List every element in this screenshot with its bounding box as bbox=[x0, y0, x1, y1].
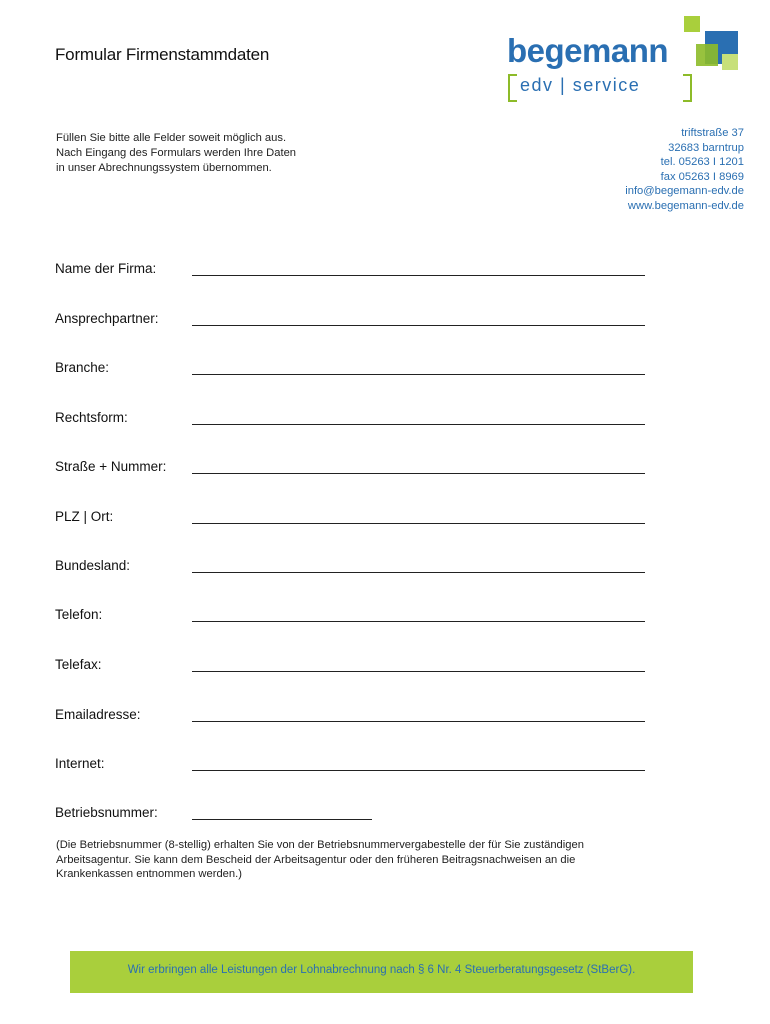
street-input-line[interactable] bbox=[192, 473, 645, 474]
intro-line: Nach Eingang des Formulars werden Ihre Daten bbox=[56, 147, 297, 159]
legal-form-input-line[interactable] bbox=[192, 424, 645, 425]
intro-line: in unser Abrechnungssystem übernommen. bbox=[56, 162, 272, 174]
field-label: Ansprechpartner: bbox=[55, 311, 159, 326]
internet-input-line[interactable] bbox=[192, 770, 645, 771]
logo-subline-text: edv | service bbox=[520, 75, 641, 95]
form-title: Formular Firmenstammdaten bbox=[55, 45, 270, 64]
logo-square bbox=[722, 54, 738, 70]
note-line: Krankenkassen entnommen werden.) bbox=[56, 868, 242, 880]
field-label: Emailadresse: bbox=[55, 707, 141, 722]
company-name-input-line[interactable] bbox=[192, 275, 645, 276]
industry-input-line[interactable] bbox=[192, 374, 645, 375]
address-street: triftstraße 37 bbox=[681, 127, 744, 139]
phone-input-line[interactable] bbox=[192, 621, 645, 622]
field-state bbox=[55, 551, 655, 573]
field-street bbox=[55, 452, 655, 474]
field-label: Telefax: bbox=[55, 657, 102, 672]
field-fax bbox=[55, 650, 655, 672]
company-logo bbox=[500, 14, 750, 106]
note-line: Arbeitsagentur. Sie kann dem Bescheid der Arbeitsagentur oder den früheren Beitragsnachweisen an die bbox=[56, 853, 576, 866]
field-label: Telefon: bbox=[55, 607, 103, 622]
logo-square bbox=[684, 16, 700, 32]
field-label: Bundesland: bbox=[55, 558, 131, 573]
logo-subline bbox=[508, 74, 692, 100]
address-phone: tel. 05263 I 1201 bbox=[660, 156, 744, 168]
field-label: Branche: bbox=[55, 360, 110, 375]
intro-text bbox=[56, 131, 296, 176]
email-input-line[interactable] bbox=[192, 721, 645, 722]
logo-wordmark: begemann bbox=[507, 32, 669, 69]
field-company-number bbox=[55, 798, 655, 820]
address-website: www.begemann-edv.de bbox=[627, 199, 744, 212]
note-line: (Die Betriebsnummer (8-stellig) erhalten Sie von der Betriebsnummervergabestelle der für Sie zuständigen bbox=[56, 839, 584, 851]
logo-square bbox=[696, 44, 718, 66]
footer-banner bbox=[68, 949, 695, 995]
intro-line: Füllen Sie bitte alle Felder soweit möglich aus. bbox=[56, 132, 287, 144]
field-label: PLZ | Ort: bbox=[55, 509, 114, 524]
bracket-right-icon bbox=[683, 74, 692, 102]
field-phone bbox=[55, 600, 655, 622]
state-input-line[interactable] bbox=[192, 572, 645, 573]
field-zip-city bbox=[55, 502, 655, 524]
company-number-input-line[interactable] bbox=[192, 819, 372, 820]
field-label: Name der Firma: bbox=[55, 261, 157, 276]
zip-city-input-line[interactable] bbox=[192, 523, 645, 524]
footer-text: Wir erbringen alle Leistungen der Lohnabrechnung nach § 6 Nr. 4 Steuerberatungsgesetz (StBerG). bbox=[127, 964, 636, 976]
field-company-name bbox=[55, 254, 655, 276]
company-address bbox=[625, 126, 744, 213]
address-email: info@begemann-edv.de bbox=[625, 185, 744, 197]
field-label: Betriebsnummer: bbox=[55, 805, 158, 820]
bracket-left-icon bbox=[508, 74, 517, 102]
field-label: Straße + Nummer: bbox=[55, 459, 167, 474]
field-legal-form bbox=[55, 403, 655, 425]
field-email bbox=[55, 700, 655, 722]
field-label: Rechtsform: bbox=[55, 410, 128, 425]
contact-person-input-line[interactable] bbox=[192, 325, 645, 326]
field-internet bbox=[55, 749, 655, 771]
fax-input-line[interactable] bbox=[192, 671, 645, 672]
address-city: 32683 barntrup bbox=[668, 141, 744, 154]
field-label: Internet: bbox=[55, 756, 105, 771]
field-industry bbox=[55, 353, 655, 375]
company-number-note bbox=[56, 838, 696, 882]
address-fax: fax 05263 I 8969 bbox=[660, 170, 744, 183]
field-contact-person bbox=[55, 304, 655, 326]
